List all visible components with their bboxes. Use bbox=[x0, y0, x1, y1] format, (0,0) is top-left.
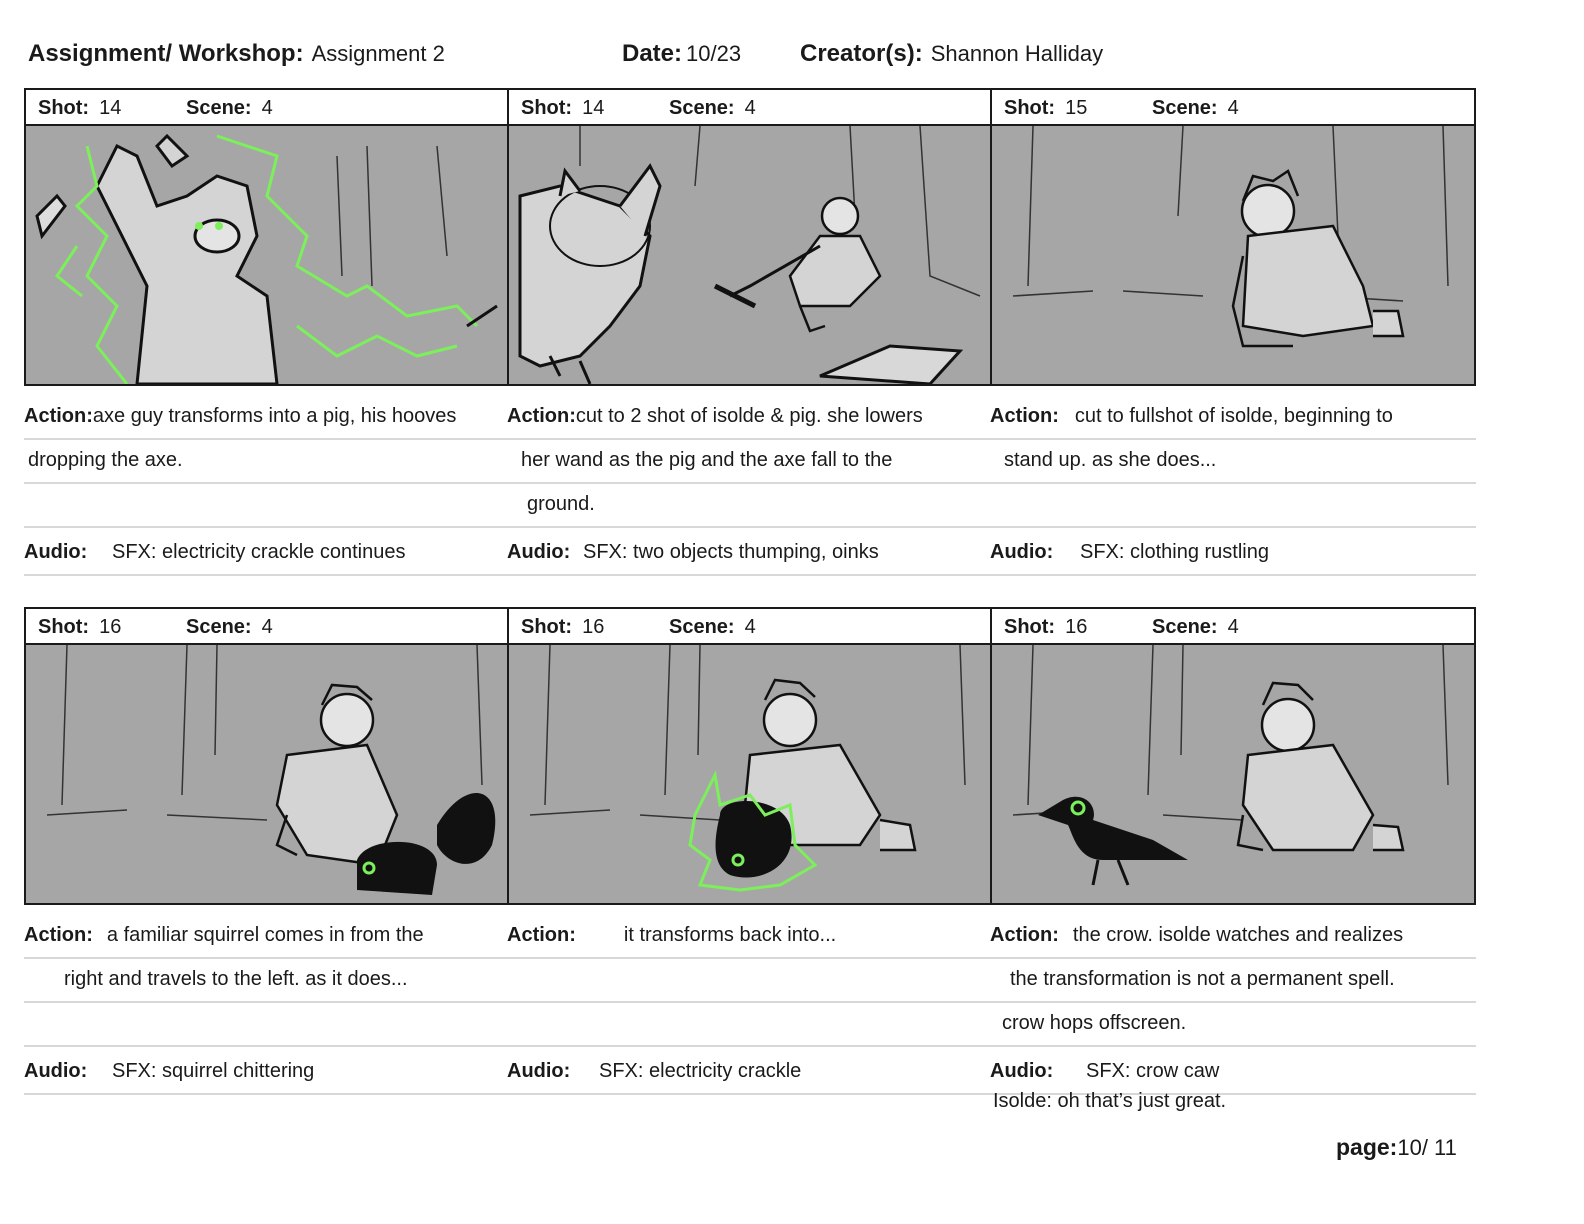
action-lines bbox=[990, 915, 1476, 1047]
action-line: Action: a familiar squirrel comes in from the bbox=[24, 924, 424, 946]
action-line: Action: it transforms back into... bbox=[507, 924, 837, 946]
shot-number: 14 bbox=[582, 97, 605, 119]
storyboard-panel-6 bbox=[990, 607, 1476, 1095]
shot-number: 16 bbox=[582, 616, 605, 638]
panel-header bbox=[507, 607, 993, 645]
sketch-squirrel-transforming bbox=[509, 645, 991, 903]
audio-text: SFX: clothing rustling bbox=[1080, 541, 1269, 563]
action-line: Action:cut to 2 shot of isolde & pig. she lowers bbox=[507, 405, 923, 427]
action-line: Action: the crow. isolde watches and realizes bbox=[990, 924, 1404, 946]
scene-number: 4 bbox=[1227, 97, 1239, 119]
panel-header bbox=[507, 88, 993, 126]
scene-label: Scene: bbox=[669, 97, 735, 119]
audio-text: SFX: electricity crackle bbox=[599, 1060, 802, 1082]
action-line: crow hops offscreen. bbox=[1002, 1012, 1187, 1034]
date-header bbox=[622, 40, 741, 68]
panel-header bbox=[24, 607, 510, 645]
audio-label: Audio: bbox=[990, 1060, 1054, 1082]
sketch-squirrel-passing bbox=[26, 645, 508, 903]
shot-number: 15 bbox=[1065, 97, 1088, 119]
scene-number: 4 bbox=[744, 97, 756, 119]
shot-number: 14 bbox=[99, 97, 122, 119]
scene-label: Scene: bbox=[186, 97, 252, 119]
shot-label: Shot: bbox=[521, 97, 573, 119]
date-label: Date: bbox=[622, 40, 683, 67]
action-line: Action:axe guy transforms into a pig, his hooves bbox=[24, 405, 457, 427]
scene-label: Scene: bbox=[669, 616, 735, 638]
scene-label: Scene: bbox=[186, 616, 252, 638]
shot-number: 16 bbox=[1065, 616, 1088, 638]
sketch-frame bbox=[24, 645, 510, 905]
shot-label: Shot: bbox=[38, 97, 90, 119]
action-lines bbox=[24, 396, 510, 528]
scene-label: Scene: bbox=[1152, 97, 1218, 119]
sketch-crow-and-isolde bbox=[992, 645, 1474, 903]
scene-number: 4 bbox=[744, 616, 756, 638]
shot-label: Shot: bbox=[38, 616, 90, 638]
storyboard-panel-3 bbox=[990, 88, 1476, 576]
extra-dialogue: Isolde: oh that’s just great. bbox=[993, 1090, 1227, 1112]
scene-label: Scene: bbox=[1152, 616, 1218, 638]
action-line: stand up. as she does... bbox=[1004, 449, 1217, 471]
action-line: the transformation is not a permanent spell. bbox=[1010, 968, 1395, 990]
action-line: right and travels to the left. as it does... bbox=[64, 968, 408, 990]
sketch-isolde-and-pig bbox=[509, 126, 991, 384]
sketch-frame bbox=[24, 126, 510, 386]
storyboard-panel-4 bbox=[24, 607, 510, 1095]
creator-label: Creator(s): bbox=[800, 40, 923, 67]
audio-label: Audio: bbox=[990, 541, 1054, 563]
creator-value: Shannon Halliday bbox=[930, 41, 1104, 66]
action-lines bbox=[507, 396, 993, 528]
audio-line bbox=[990, 532, 1476, 576]
audio-line bbox=[507, 532, 993, 576]
storyboard-panel-5 bbox=[507, 607, 993, 1095]
audio-text: SFX: two objects thumping, oinks bbox=[583, 541, 879, 563]
action-line: her wand as the pig and the axe fall to the bbox=[521, 449, 893, 471]
sketch-axe-guy-transforming bbox=[26, 126, 508, 384]
shot-label: Shot: bbox=[521, 616, 573, 638]
scene-number: 4 bbox=[1227, 616, 1239, 638]
shot-label: Shot: bbox=[1004, 616, 1056, 638]
action-line: Action: cut to fullshot of isolde, beginning to bbox=[990, 405, 1393, 427]
sketch-frame bbox=[507, 126, 993, 386]
page-label: page: bbox=[1336, 1134, 1398, 1160]
audio-line bbox=[990, 1051, 1476, 1095]
shot-number: 16 bbox=[99, 616, 122, 638]
panel-header bbox=[990, 88, 1476, 126]
date-value: 10/23 bbox=[686, 41, 742, 66]
action-lines bbox=[990, 396, 1476, 528]
action-line: dropping the axe. bbox=[28, 449, 183, 471]
audio-line bbox=[507, 1051, 993, 1095]
scene-number: 4 bbox=[261, 616, 273, 638]
audio-label: Audio: bbox=[507, 541, 571, 563]
action-lines bbox=[507, 915, 993, 1047]
sketch-frame bbox=[990, 645, 1476, 905]
page-number bbox=[1336, 1134, 1457, 1161]
audio-text: SFX: crow caw bbox=[1086, 1060, 1220, 1082]
assignment-label: Assignment/ Workshop: bbox=[28, 40, 304, 67]
scene-number: 4 bbox=[261, 97, 273, 119]
audio-text: SFX: squirrel chittering bbox=[112, 1060, 315, 1082]
panel-header bbox=[990, 607, 1476, 645]
sketch-isolde-crouching bbox=[992, 126, 1474, 384]
audio-label: Audio: bbox=[507, 1060, 571, 1082]
audio-label: Audio: bbox=[24, 541, 88, 563]
audio-line bbox=[24, 532, 510, 576]
sketch-frame bbox=[507, 645, 993, 905]
assignment-header bbox=[28, 40, 445, 68]
audio-line bbox=[24, 1051, 510, 1095]
creator-header bbox=[800, 40, 1103, 68]
assignment-value: Assignment 2 bbox=[311, 41, 445, 66]
storyboard-panel-2 bbox=[507, 88, 993, 576]
storyboard-panel-1 bbox=[24, 88, 510, 576]
audio-text: SFX: electricity crackle continues bbox=[112, 541, 406, 563]
page-value: 10/ 11 bbox=[1397, 1135, 1457, 1160]
panel-header bbox=[24, 88, 510, 126]
sketch-frame bbox=[990, 126, 1476, 386]
audio-label: Audio: bbox=[24, 1060, 88, 1082]
shot-label: Shot: bbox=[1004, 97, 1056, 119]
action-lines bbox=[24, 915, 510, 1047]
action-line: ground. bbox=[527, 493, 595, 515]
